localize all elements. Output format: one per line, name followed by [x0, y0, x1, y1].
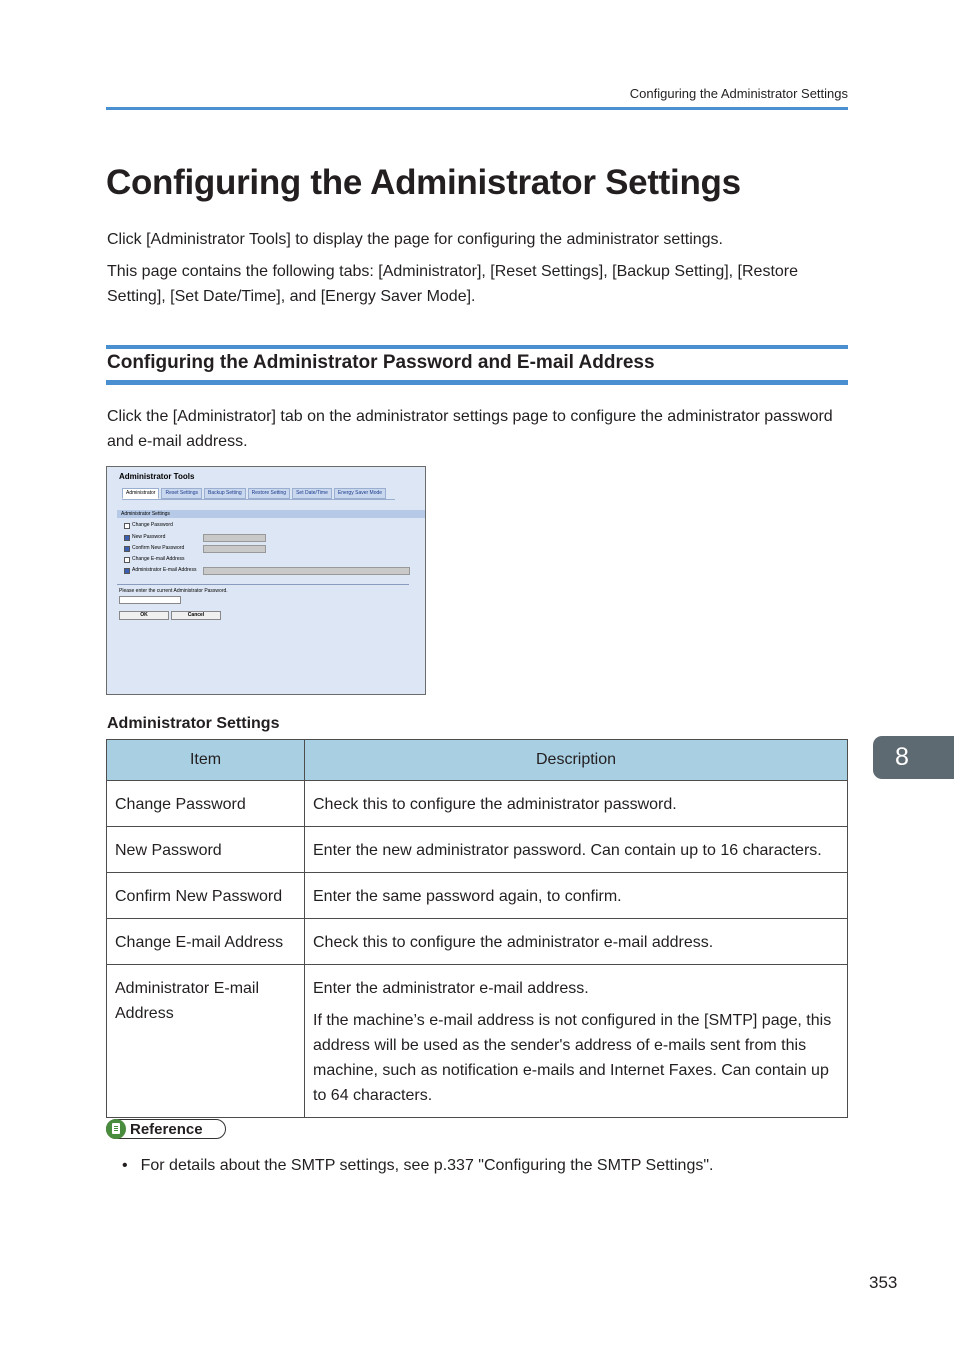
intro-paragraph-1: Click [Administrator Tools] to display the page for configuring the administrator settings. — [107, 231, 723, 248]
screenshot-tabs — [122, 488, 386, 499]
tab-set-date-time[interactable]: Set Date/Time — [292, 488, 332, 499]
table-row — [107, 827, 848, 873]
tab-reset-settings[interactable]: Reset Settings — [161, 488, 202, 499]
page-title: Configuring the Administrator Settings — [106, 163, 741, 202]
admin-email-row — [124, 567, 196, 574]
reference-item — [122, 1154, 713, 1178]
table-header-row — [107, 740, 848, 781]
change-password-checkbox[interactable] — [124, 523, 130, 529]
ok-button[interactable]: OK — [119, 611, 169, 620]
bullet-icon — [124, 546, 130, 552]
column-header-description: Description — [305, 740, 848, 781]
settings-band: Administrator Settings — [117, 510, 425, 518]
change-email-row[interactable] — [124, 556, 185, 563]
admin-email-field[interactable] — [203, 567, 410, 575]
current-password-input[interactable] — [119, 596, 181, 604]
cancel-button[interactable]: Cancel — [171, 611, 221, 620]
description-cell — [305, 919, 848, 965]
section-body: Click the [Administrator] tab on the administrator settings page to configure the administrator password and e-mail address. — [107, 408, 833, 450]
description-cell — [305, 873, 848, 919]
tab-restore-setting[interactable]: Restore Setting — [248, 488, 290, 499]
item-cell: Confirm New Password — [107, 873, 305, 919]
change-email-checkbox[interactable] — [124, 557, 130, 563]
running-header: Configuring the Administrator Settings — [629, 86, 848, 101]
item-cell: Administrator E-mail Address — [107, 965, 305, 1118]
description-text: Enter the same password again, to confirm. — [313, 888, 622, 905]
item-cell: Change Password — [107, 781, 305, 827]
administrator-settings-table — [106, 739, 848, 1118]
tab-underline — [122, 499, 395, 500]
section-heading: Configuring the Administrator Password and E-mail Address — [107, 352, 655, 373]
screenshot-title: Administrator Tools — [119, 472, 195, 481]
description-cell — [305, 965, 848, 1118]
new-password-field[interactable] — [203, 534, 266, 542]
table-row — [107, 919, 848, 965]
bullet-icon — [124, 568, 130, 574]
reference-label: Reference — [130, 1120, 203, 1138]
admin-email-label: Administrator E-mail Address — [132, 567, 197, 573]
reference-label-box — [106, 1119, 226, 1139]
confirm-password-field[interactable] — [203, 545, 266, 553]
item-cell: Change E-mail Address — [107, 919, 305, 965]
table-caption: Administrator Settings — [107, 715, 280, 732]
column-header-item: Item — [107, 740, 305, 781]
item-cell: New Password — [107, 827, 305, 873]
change-password-label: Change Password — [132, 522, 173, 528]
header-rule — [106, 107, 848, 110]
bullet-icon — [124, 535, 130, 541]
tab-backup-setting[interactable]: Backup Setting — [204, 488, 246, 499]
description-text: Check this to configure the administrator e-mail address. — [313, 934, 714, 951]
tab-energy-saver-mode[interactable]: Energy Saver Mode — [334, 488, 386, 499]
reference-document-icon — [106, 1119, 126, 1139]
page-number: 353 — [869, 1273, 898, 1292]
change-password-row[interactable] — [124, 522, 173, 529]
description-text: If the machine’s e-mail address is not configured in the [SMTP] page, this address will be used as the sender's address of e-mails sent from this machine, such as notification e-mails and Internet Faxes. Can contain up to 64 characters. — [313, 1012, 832, 1104]
description-text: Enter the new administrator password. Can contain up to 16 characters. — [313, 842, 822, 859]
new-password-label: New Password — [132, 534, 166, 540]
section-rule-top — [106, 345, 848, 349]
tab-administrator[interactable]: Administrator — [122, 488, 159, 499]
description-text: Enter the administrator e-mail address. — [313, 980, 589, 997]
description-text: Check this to configure the administrator password. — [313, 796, 677, 813]
administrator-tools-screenshot — [106, 466, 426, 695]
reference-item-text[interactable]: For details about the SMTP settings, see p.337 "Configuring the SMTP Settings". — [140, 1157, 714, 1174]
bullet-marker: • — [122, 1157, 128, 1174]
description-cell — [305, 827, 848, 873]
confirm-password-row — [124, 545, 184, 552]
new-password-row — [124, 534, 165, 541]
table-row — [107, 965, 848, 1118]
description-cell — [305, 781, 848, 827]
table-row — [107, 781, 848, 827]
table-row — [107, 873, 848, 919]
screenshot-divider — [117, 584, 409, 585]
password-prompt: Please enter the current Administrator Password. — [119, 588, 228, 594]
intro-paragraph-2: This page contains the following tabs: [Administrator], [Reset Settings], [Backup Setting], [Restore Setting], [Set Date/Time], and [Energy Saver Mode]. — [107, 263, 799, 305]
confirm-password-label: Confirm New Password — [132, 545, 185, 551]
chapter-tab: 8 — [873, 736, 954, 779]
section-rule-bottom — [106, 380, 848, 385]
change-email-label: Change E-mail Address — [132, 556, 185, 562]
